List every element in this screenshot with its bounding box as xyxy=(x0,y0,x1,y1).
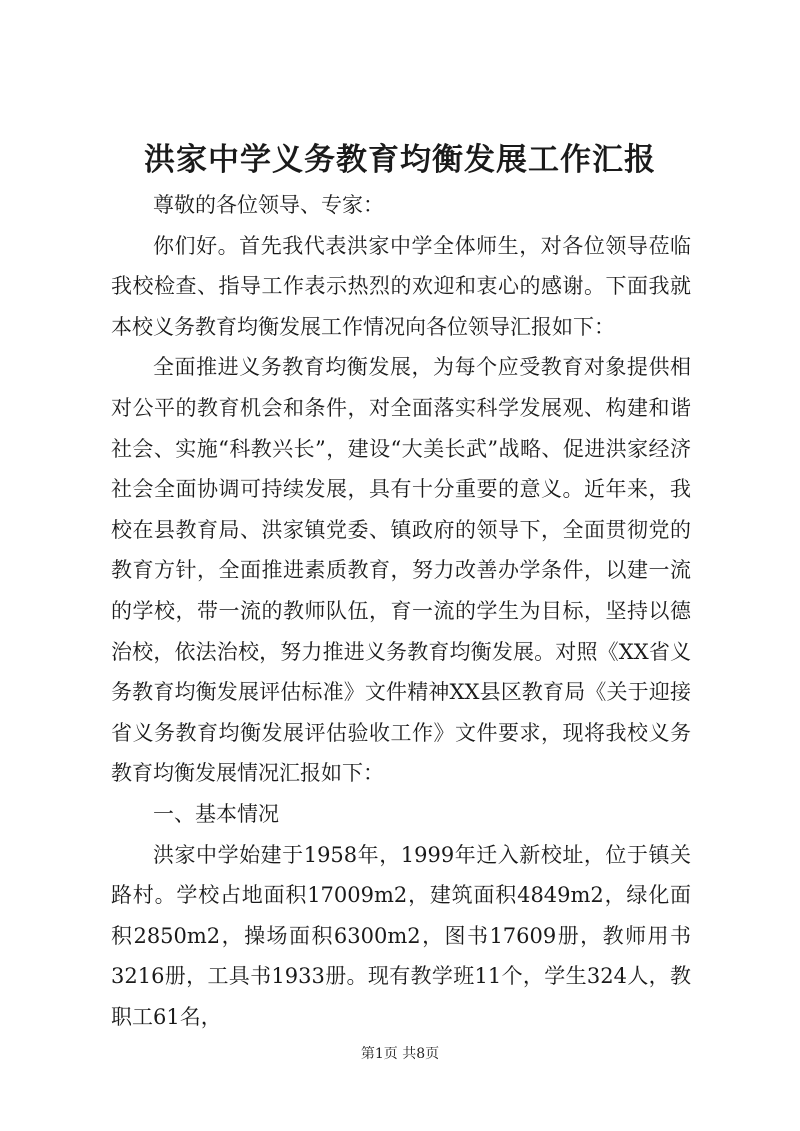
document-title: 洪家中学义务教育均衡发展工作汇报 xyxy=(144,142,656,178)
document-body xyxy=(111,185,691,1037)
greeting-paragraph: 你们好。首先我代表洪家中学全体师生，对各位领导莅临我校检查、指导工作表示热烈的欢迎和衷心的感谢。下面我就本校义务教育均衡发展工作情况向各位领导汇报如下： xyxy=(111,233,691,339)
basic-info-paragraph: 洪家中学始建于1958年，1999年迁入新校址，位于镇关路村。学校占地面积17009m2，建筑面积4849m2，绿化面积2850m2，操场面积6300m2，图书17609册，教师用书3216册，工具书1933册。现有教学班11个，学生324人，教职工61名， xyxy=(111,842,691,1029)
section-heading: 一、基本情况 xyxy=(153,801,279,826)
page-footer: 第1页 共8页 xyxy=(360,1046,440,1062)
salutation-paragraph: 尊敬的各位领导、专家： xyxy=(153,193,384,217)
intro-paragraph: 全面推进义务教育均衡发展，为每个应受教育对象提供相对公平的教育机会和条件，对全面落实科学发展观、构建和谐社会、实施“科教兴长”，建设“大美长武”战略、促进洪家经济社会全面协调可持续发展，具有十分重要的意义。近年来，我校在县教育局、洪家镇党委、镇政府的领导下，全面贯彻党的教育方针，全面推进素质教育，努力改善办学条件，以建一流的学校，带一流的教师队伍，育一流的学生为目标，坚持以德治校，依法治校，努力推进义务教育均衡发展。对照《XX省义务教育均衡发展评估标准》文件精神XX县区教育局《关于迎接省义务教育均衡发展评估验收工作》文件要求，现将我校义务教育均衡发展情况汇报如下： xyxy=(111,355,691,786)
